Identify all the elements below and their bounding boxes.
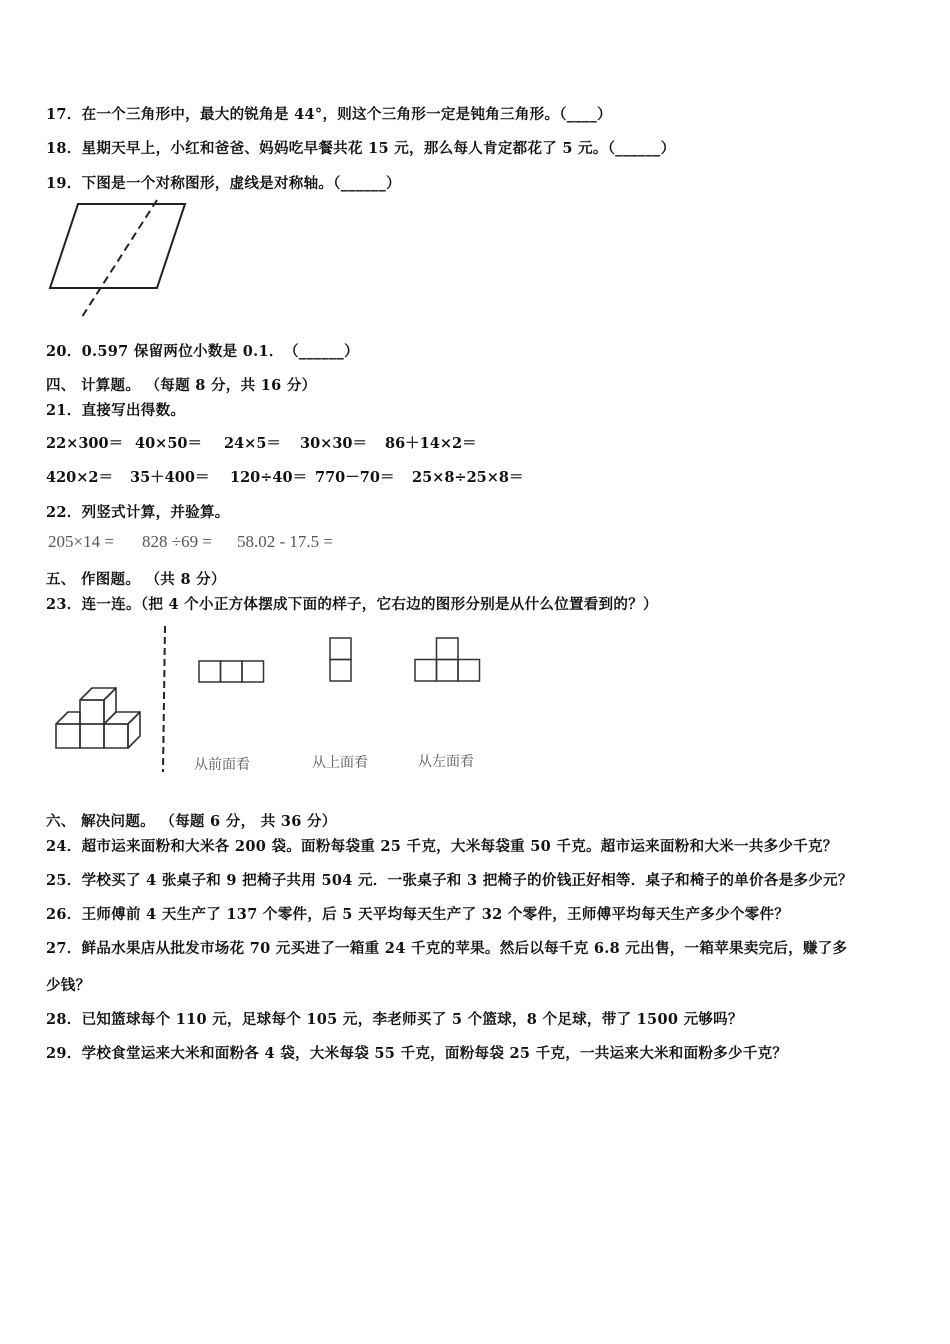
- vertical-calc-item: 58.02 - 17.5 =: [237, 532, 333, 551]
- calc-item: 86＋14×2＝: [385, 435, 477, 452]
- caption-front-view: 从前面看: [194, 757, 250, 773]
- section-5-heading: 五、 作图题。 （共 8 分）: [46, 571, 226, 588]
- top-view-figure: [329, 637, 353, 683]
- separator-dashed-line: [160, 626, 170, 772]
- calc-item: 420×2＝: [46, 469, 114, 486]
- question-25: 25．学校买了 4 张桌子和 9 把椅子共用 504 元．一张桌子和 3 把椅子的价钱正好相等．桌子和椅子的单价各是多少元？: [46, 872, 853, 889]
- calc-item: 30×30＝: [300, 435, 368, 452]
- question-29: 29．学校食堂运来大米和面粉各 4 袋，大米每袋 55 千克，面粉每袋 25 千克，一共运来大米和面粉多少千克？: [46, 1045, 788, 1062]
- calc-item: 24×5＝: [224, 435, 281, 452]
- question-19: 19．下图是一个对称图形，虚线是对称轴。（______）: [46, 175, 401, 192]
- question-21: 21．直接写出得数。: [46, 402, 186, 419]
- parallelogram-shape: [50, 204, 185, 288]
- question-27-continued: 少钱？: [46, 977, 91, 994]
- calc-item: 770－70＝: [315, 469, 395, 486]
- question-17: 17．在一个三角形中，最大的锐角是 44°，则这个三角形一定是钝角三角形。（____）: [46, 106, 612, 123]
- question-18: 18．星期天早上，小红和爸爸、妈妈吃早餐共花 15 元，那么每人肯定都花了 5 元。（______）: [46, 140, 676, 157]
- caption-top-view: 从上面看: [312, 755, 368, 771]
- calc-item: 35＋400＝: [130, 469, 210, 486]
- question-24: 24．超市运来面粉和大米各 200 袋。面粉每袋重 25 千克，大米每袋重 50 千克。超市运来面粉和大米一共多少千克？: [46, 838, 838, 855]
- section-6-heading: 六、 解决问题。 （每题 6 分， 共 36 分）: [46, 813, 337, 830]
- question-26: 26．王师傅前 4 天生产了 137 个零件，后 5 天平均每天生产了 32 个零件，王师傅平均每天生产多少个零件？: [46, 906, 790, 923]
- caption-left-view: 从左面看: [418, 754, 474, 770]
- question-22: 22．列竖式计算，并验算。: [46, 504, 230, 521]
- question-28: 28．已知篮球每个 110 元，足球每个 105 元，李老师买了 5 个篮球，8 个足球，带了 1500 元够吗？: [46, 1011, 743, 1028]
- symmetry-axis-dashed-line: [80, 200, 157, 320]
- parallelogram-figure: [40, 198, 200, 324]
- calc-item: 25×8÷25×8＝: [412, 469, 524, 486]
- section-4-heading: 四、 计算题。 （每题 8 分，共 16 分）: [46, 377, 317, 394]
- question-23: 23．连一连。（把 4 个小正方体摆成下面的样子，它右边的图形分别是从什么位置看到的？）: [46, 596, 658, 613]
- question-27: 27．鲜品水果店从批发市场花 70 元买进了一箱重 24 千克的苹果。然后以每千克 6.8 元出售，一箱苹果卖完后，赚了多: [46, 940, 848, 957]
- calc-item: 120÷40＝: [230, 469, 308, 486]
- cube-stack-figure: [50, 680, 150, 755]
- question-20: 20．0.597 保留两位小数是 0.1． （______）: [46, 343, 359, 360]
- calc-item: 40×50＝: [135, 435, 203, 452]
- vertical-calc-item: 205×14 =: [48, 532, 114, 551]
- vertical-calc-item: 828 ÷69 =: [142, 532, 212, 551]
- left-view-figure: [414, 637, 482, 683]
- calc-item: 22×300＝: [46, 435, 124, 452]
- front-view-figure: [198, 660, 266, 684]
